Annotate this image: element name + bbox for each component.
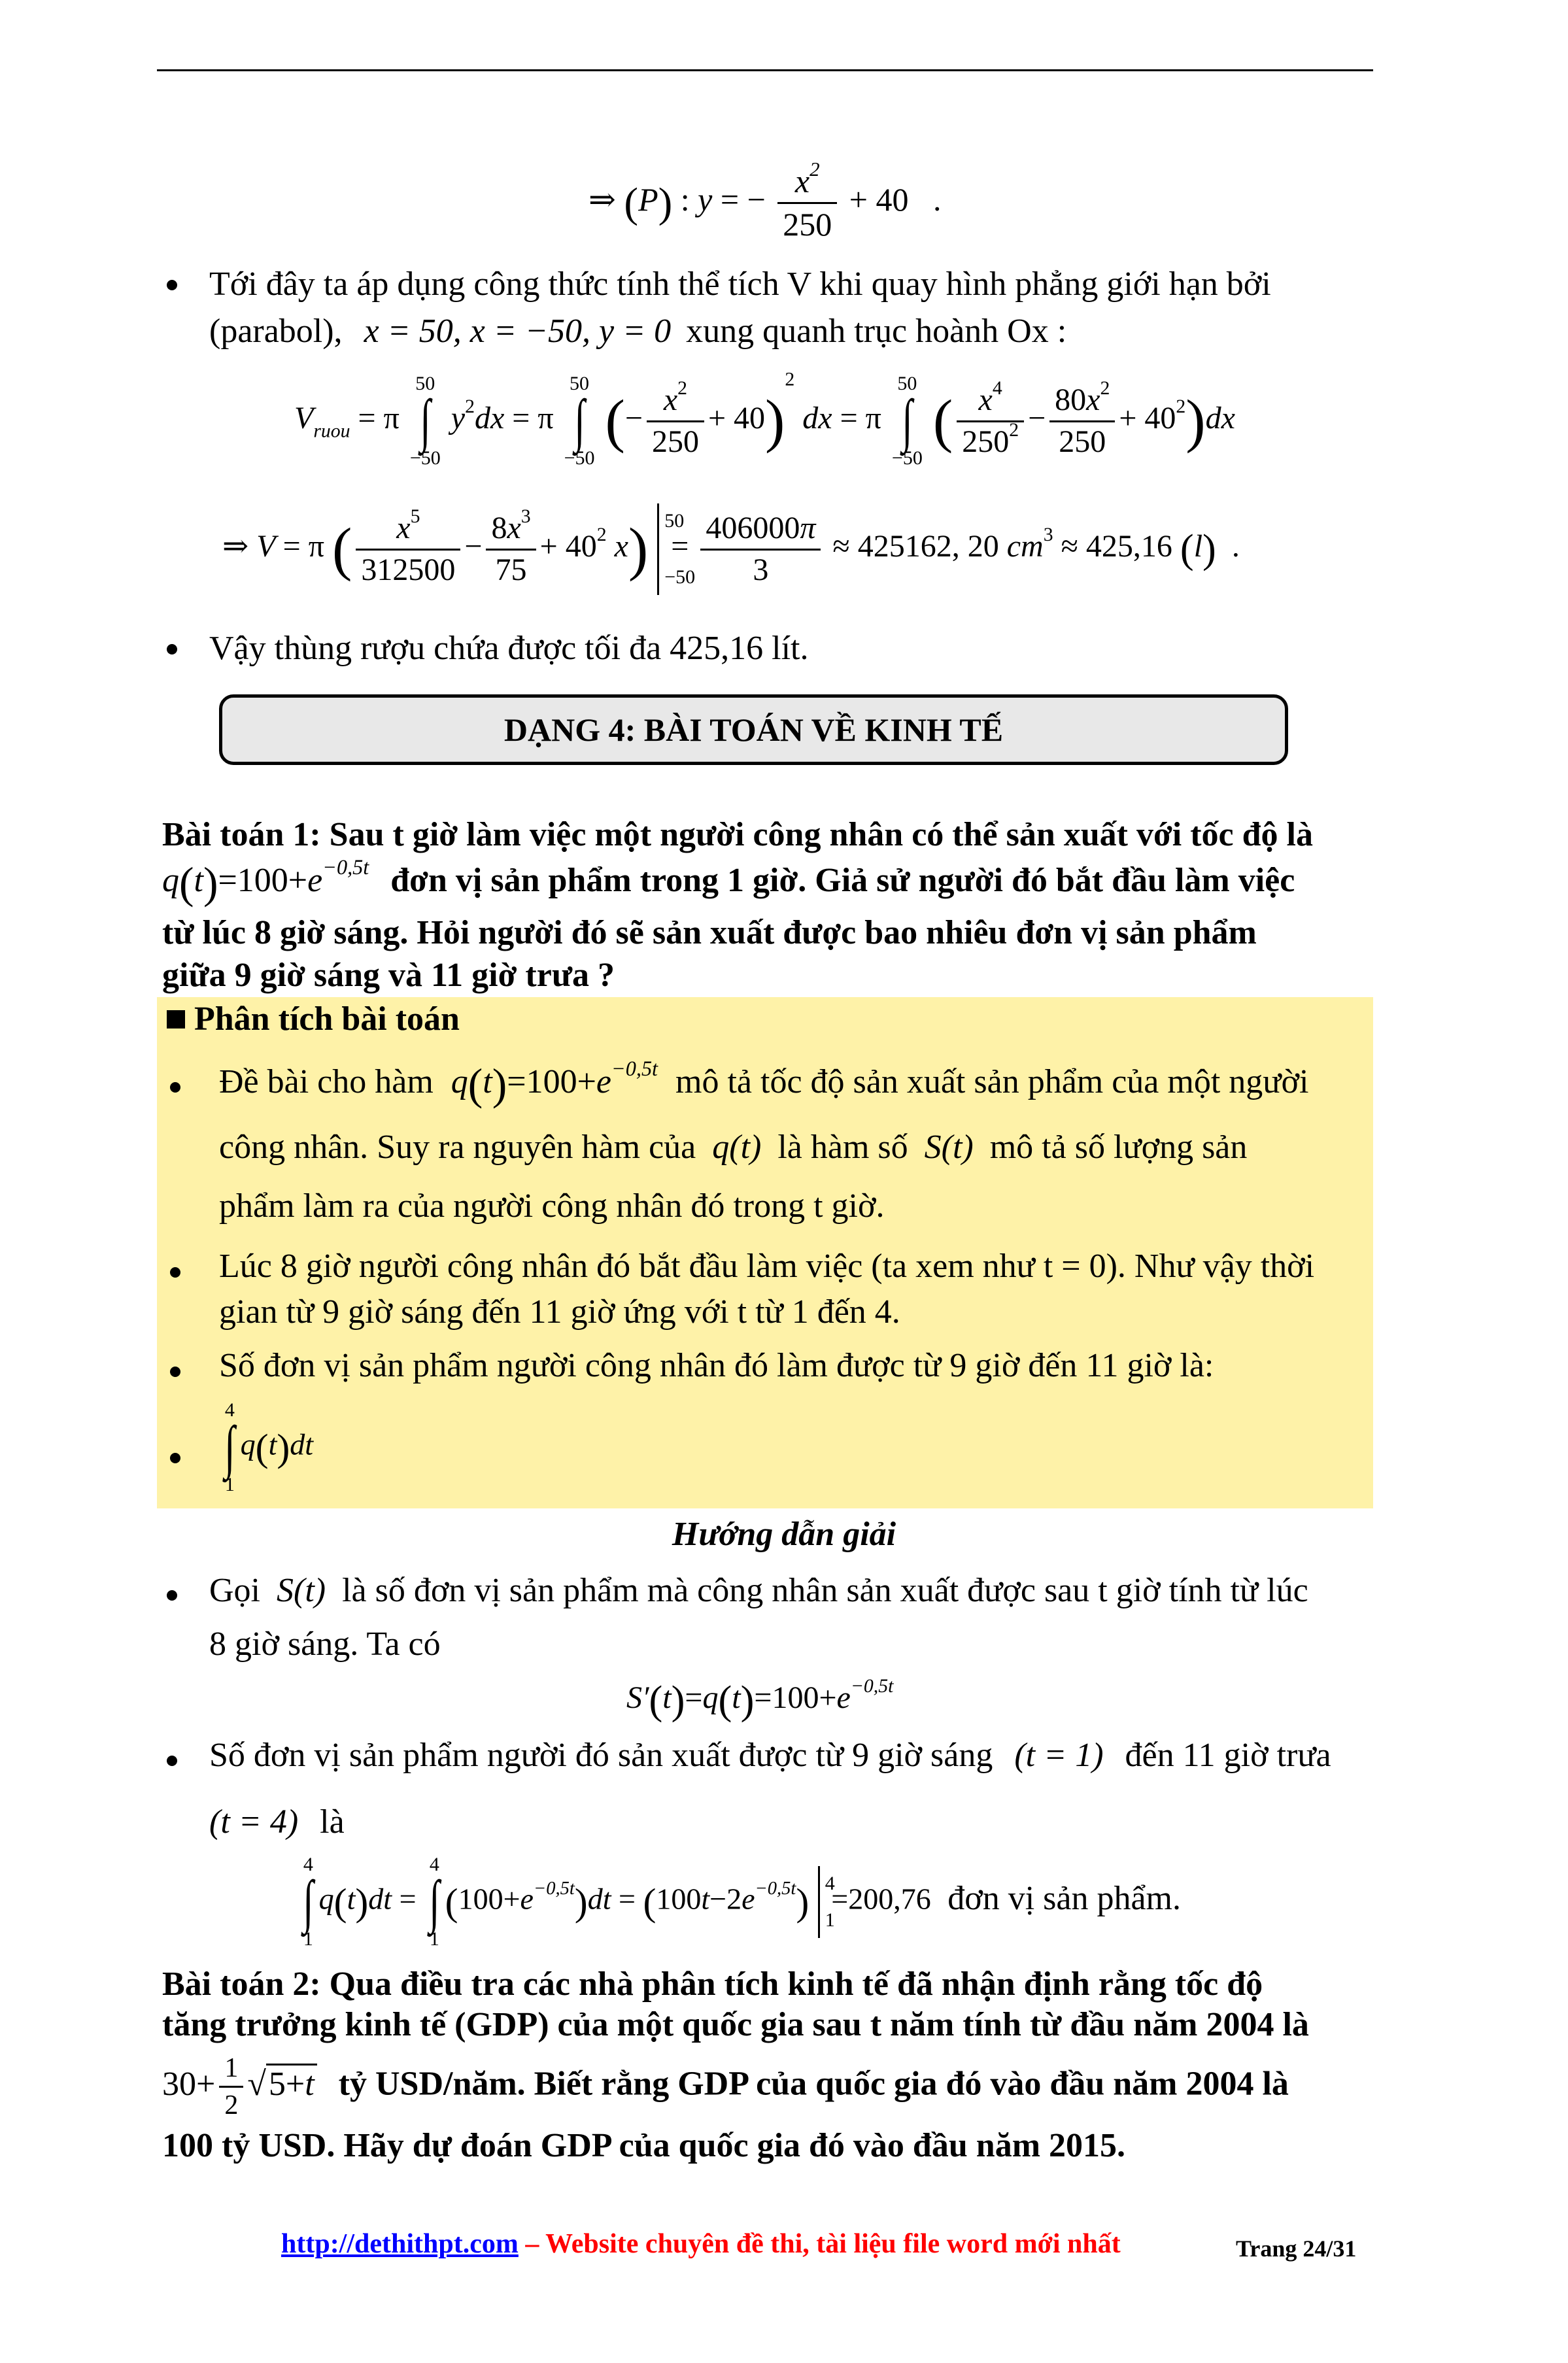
bullet-dot xyxy=(170,1453,180,1463)
header-rule xyxy=(157,69,1373,71)
volume-intro-line2: (parabol), x = 50, x = −50, y = 0 xung quanh trục hoành Ox : xyxy=(209,313,1067,350)
problem2-line1: Bài toán 2: Qua điều tra các nhà phân tích kinh tế đã nhận định rằng tốc độ xyxy=(162,1965,1263,2003)
analysis-b1-line3: phẩm làm ra của người công nhân đó trong t giờ. xyxy=(219,1187,885,1225)
problem2-line4: 100 tỷ USD. Hãy dự đoán GDP của quốc gia đó vào đầu năm 2015. xyxy=(162,2127,1126,2164)
solution-b2-line1: Số đơn vị sản phẩm người đó sản xuất được từ 9 giờ sáng (t = 1) đến 11 giờ trưa xyxy=(209,1737,1331,1774)
footer xyxy=(281,2228,1121,2260)
parabola-equation: ⇒ (P) : y = − $\frac{x^2}{250}$ + 40 . xyxy=(588,158,942,243)
solution-result: 4 ∫ 1 q(t)dt = 4 ∫ 1 $(100+e^{-0,5t})dt = (100t-2e^{-0,5t})$ 4 1 =200,76 đơn vị sản phẩm. xyxy=(303,1854,1181,1950)
problem2-line2: tăng trưởng kinh tế (GDP) của một quốc gia sau t năm tính từ đầu năm 2004 là xyxy=(162,2006,1309,2043)
bullet-dot xyxy=(167,644,177,654)
analysis-b2-line2: gian từ 9 giờ sáng đến 11 giờ ứng với t từ 1 đến 4. xyxy=(219,1293,900,1331)
section-heading: DẠNG 4: BÀI TOÁN VỀ KINH TẾ xyxy=(219,694,1288,765)
analysis-b3: Số đơn vị sản phẩm người công nhân đó làm được từ 9 giờ đến 11 giờ là: xyxy=(219,1347,1214,1384)
problem2-line3: 30+ $\frac{1}{2}$ √5+t tỷ USD/năm. Biết rằng GDP của quốc gia đó vào đầu năm 2004 là xyxy=(162,2053,1289,2121)
volume-integral: $V_{ruou} = \pi$ 50 ∫ −50 $y^2dx = \pi$ 50 ∫ −50 (− $\frac{x^2}{250}$ + 40)$^2$ dx = π 50 ∫ −50 ( $\frac{x^4}{250^2}$ − $\frac{80x^2}{250}$ + $40^2)dx$ xyxy=(294,368,1235,469)
analysis-b4-integral: 4 ∫ 1 q(t)dt xyxy=(224,1399,314,1495)
bullet-dot xyxy=(170,1267,180,1278)
volume-intro-line1: Tới đây ta áp dụng công thức tính thể tích V khi quay hình phẳng giới hạn bởi xyxy=(209,265,1271,303)
volume-conclusion: Vậy thùng rượu chứa được tối đa 425,16 lít. xyxy=(209,630,809,667)
problem1-line3: từ lúc 8 giờ sáng. Hỏi người đó sẽ sản xuất được bao nhiêu đơn vị sản phẩm xyxy=(162,914,1257,951)
square-bullet-icon xyxy=(167,1010,185,1028)
footer-link[interactable]: http://dethithpt.com xyxy=(281,2229,519,2259)
analysis-b2-line1: Lúc 8 giờ người công nhân đó bắt đầu làm việc (ta xem như t = 0). Như vậy thời xyxy=(219,1248,1315,1285)
analysis-b1-line2: công nhân. Suy ra nguyên hàm của q(t) là hàm số S(t) mô tả số lượng sản xyxy=(219,1129,1248,1166)
bullet-dot xyxy=(167,280,177,290)
footer-tagline: – Website chuyên đề thi, tài liệu file word mới nhất xyxy=(518,2229,1121,2259)
solution-b2-line2: (t = 4) là xyxy=(209,1803,345,1841)
problem1-line2: $q(t)=100+e^{-0,5t}$ đơn vị sản phẩm trong 1 giờ. Giả sử người đó bắt đầu làm việc xyxy=(162,855,1295,908)
bullet-dot xyxy=(167,1756,177,1766)
volume-result: ⇒ V = π ( $\frac{x^5}{312500}$ − $\frac{8x^3}{75}$ + $40^2$ x) 50 −50 = $\frac{406000\pi}{3}$ ≈ 425162, 20 $cm^3 \approx 425,16$ (l) . xyxy=(222,503,1240,595)
solution-title: Hướng dẫn giải xyxy=(672,1516,896,1553)
page-number: Trang 24/31 xyxy=(1236,2236,1357,2262)
problem1-line1: Bài toán 1: Sau t giờ làm việc một người công nhân có thể sản xuất với tốc độ là xyxy=(162,816,1314,853)
solution-b1-line1: Gọi S(t) là số đơn vị sản phẩm mà công nhân sản xuất được sau t giờ tính từ lúc xyxy=(209,1572,1308,1609)
solution-b1-line2: 8 giờ sáng. Ta có xyxy=(209,1625,441,1663)
analysis-b1-line1: Đề bài cho hàm $q(t)=100+e^{-0,5t}$ mô tả tốc độ sản xuất sản phẩm của một người xyxy=(219,1057,1309,1110)
problem1-line4: giữa 9 giờ sáng và 11 giờ trưa ? xyxy=(162,957,615,994)
solution-derivative: $S'(t)=q(t)=100+e^{-0,5t}$ xyxy=(626,1675,894,1723)
bullet-dot xyxy=(170,1367,180,1377)
bullet-dot xyxy=(170,1082,180,1093)
bullet-dot xyxy=(167,1590,177,1601)
analysis-title: Phân tích bài toán xyxy=(167,995,460,1044)
